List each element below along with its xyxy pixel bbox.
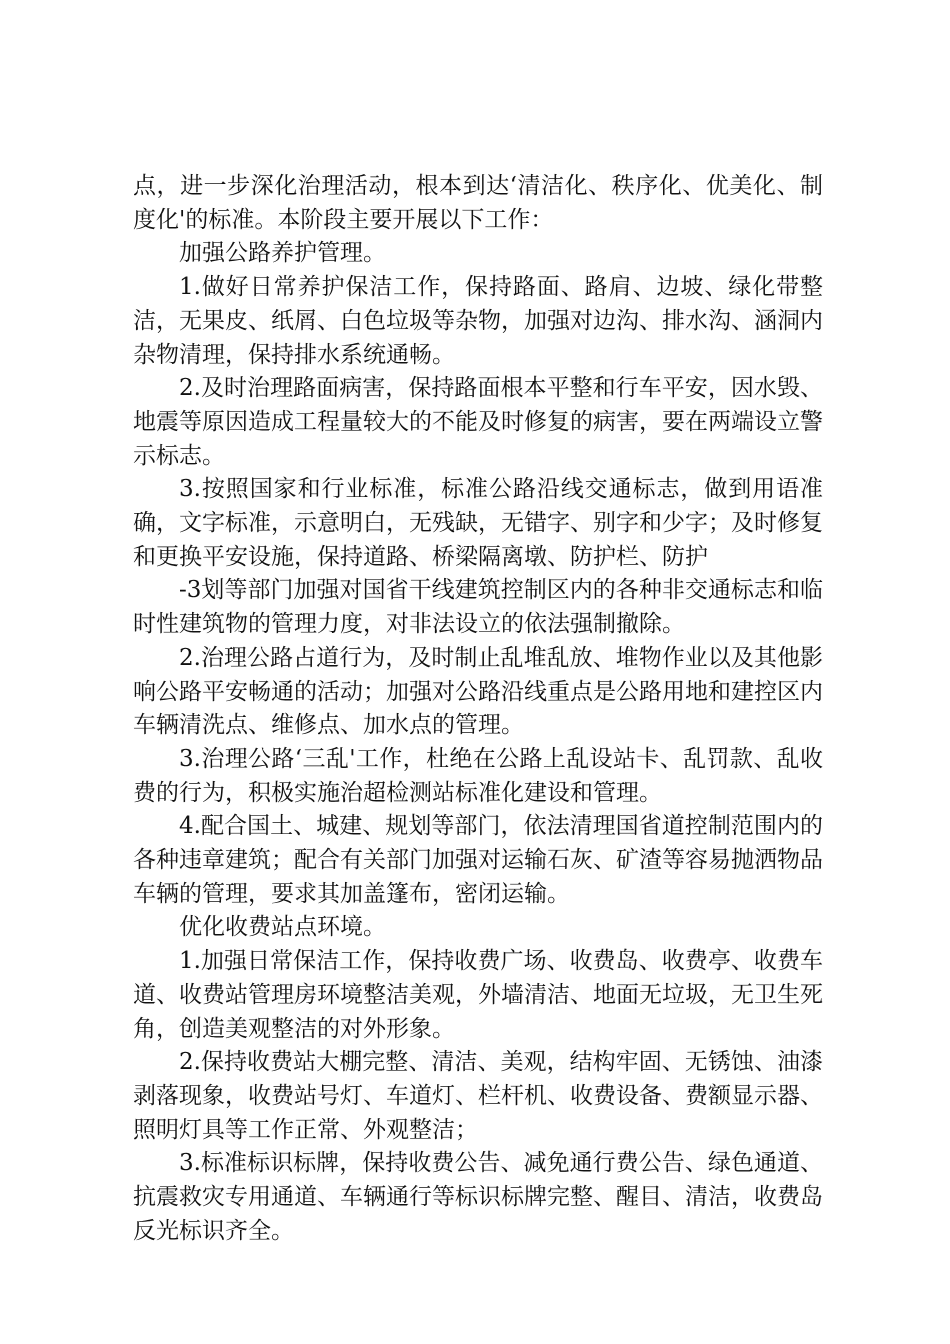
paragraph-item-2-toll-canopy: 2.保持收费站大棚完整、清洁、美观，结构牢固、无锈蚀、油漆剥落现象，收费站号灯、车道灯、栏杆机、收费设备、费额显示器、照明灯具等工作正常、外观整洁；	[133, 1049, 823, 1143]
section-heading-road-maintenance: 加强公路养护管理。	[179, 240, 386, 267]
paragraph-item-1-cleaning: 1.做好日常养护保洁工作，保持路面、路肩、边坡、绿化带整洁，无果皮、纸屑、白色垃圾等杂物，加强对边沟、排水沟、涵洞内杂物清理，保持排水系统通畅。	[133, 274, 823, 368]
paragraph-item-2-road-damage: 2.及时治理路面病害，保持路面根本平整和行车平安，因水毁、地震等原因造成工程量较大的不能及时修复的病害，要在两端设立警示标志。	[133, 375, 823, 469]
paragraph-item-3-toll-signage: 3.标准标识标牌，保持收费公告、减免通行费公告、绿色通道、抗震救灾专用通道、车辆通行等标识标牌完整、醒目、清洁，收费岛反光标识齐全。	[133, 1150, 823, 1244]
paragraph-item-3-traffic-signs: 3.按照国家和行业标准，标准公路沿线交通标志，做到用语准确，文字标准，示意明白，无残缺，无错字、别字和少字；及时修复和更换平安设施，保持道路、桥梁隔离墩、防护栏、防护	[133, 476, 823, 570]
paragraph-item-1-toll-cleaning: 1.加强日常保洁工作，保持收费广场、收费岛、收费亭、收费车道、收费站管理房环境整洁美观，外墙清洁、地面无垃圾，无卫生死角，创造美观整洁的对外形象。	[133, 948, 823, 1042]
paragraph-construction-control: -3划等部门加强对国省干线建筑控制区内的各种非交通标志和临时性建筑物的管理力度，对非法设立的依法强制撤除。	[133, 577, 823, 638]
section-heading-toll-station: 优化收费站点环境。	[179, 914, 386, 941]
paragraph-item-3-three-chaos: 3.治理公路‘三乱'工作，杜绝在公路上乱设站卡、乱罚款、乱收费的行为，积极实施治超检测站标准化建设和管理。	[133, 745, 823, 806]
paragraph-item-4-illegal-buildings: 4.配合国土、城建、规划等部门，依法清理国省道控制范围内的各种违章建筑；配合有关部门加强对运输石灰、矿渣等容易抛洒物品车辆的管理，要求其加盖篷布，密闭运输。	[133, 813, 823, 907]
document-body	[133, 170, 823, 1249]
paragraph-item-2-road-occupation: 2.治理公路占道行为，及时制止乱堆乱放、堆物作业以及其他影响公路平安畅通的活动；加强对公路沿线重点是公路用地和建控区内车辆清洗点、维修点、加水点的管理。	[133, 644, 823, 739]
paragraph-continuation: 点，进一步深化治理活动，根本到达‘清洁化、秩序化、优美化、制度化'的标准。本阶段主要开展以下工作：	[133, 173, 823, 233]
